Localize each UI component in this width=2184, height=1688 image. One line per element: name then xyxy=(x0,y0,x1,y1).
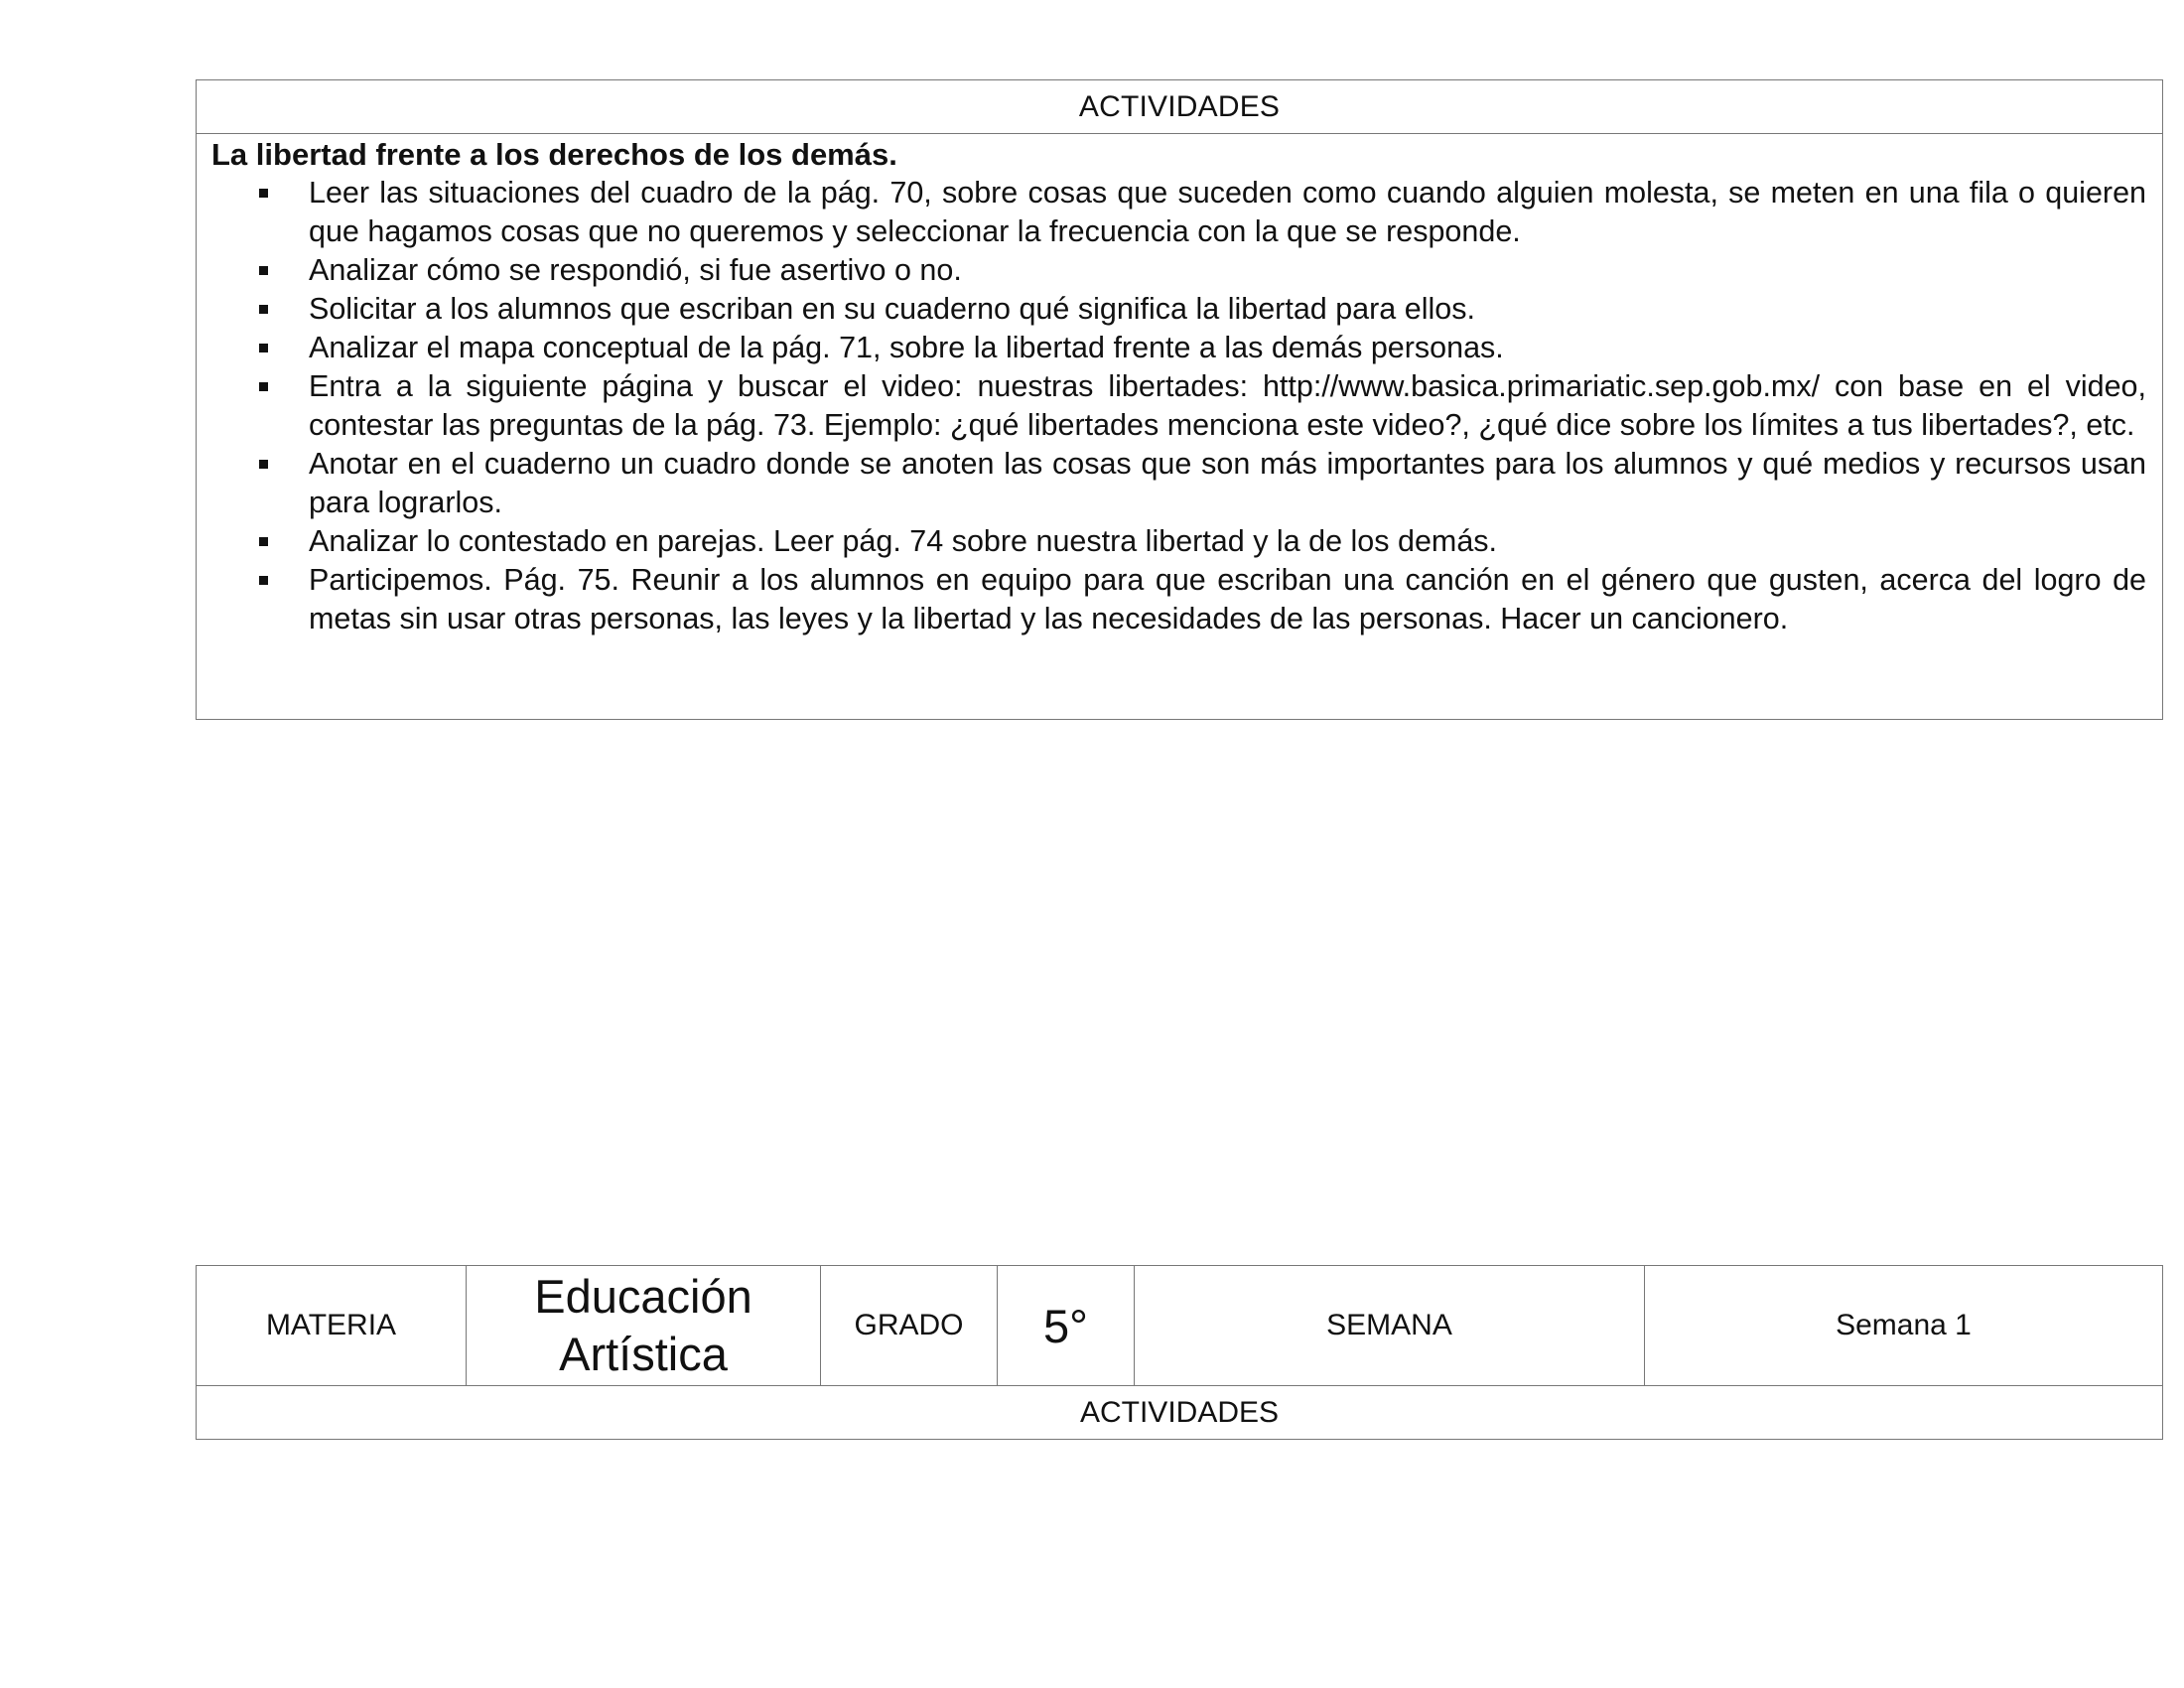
square-bullet-icon xyxy=(259,189,268,198)
materia-value-line2: Artística xyxy=(559,1328,728,1380)
semana-value: Semana 1 xyxy=(1836,1309,1972,1341)
activities-footer-header: ACTIVIDADES xyxy=(1079,1395,1280,1429)
square-bullet-icon xyxy=(259,576,268,585)
list-item: Analizar el mapa conceptual de la pág. 71, sobre la libertad frente a las demás personas. xyxy=(309,329,2146,367)
activities-body xyxy=(197,134,2162,638)
square-bullet-icon xyxy=(259,537,268,546)
square-bullet-icon xyxy=(259,266,268,275)
square-bullet-icon xyxy=(259,344,268,352)
square-bullet-icon xyxy=(259,305,268,314)
materia-value-line1: Educación xyxy=(534,1270,752,1323)
activities-list xyxy=(211,174,2146,638)
list-item: Participemos. Pág. 75. Reunir a los alumnos en equipo para que escriban una canción en el género que gusten, acerca del logro de metas sin usar otras personas, las leyes y la libertad y las necesidades de las personas. Hacer un cancionero. xyxy=(309,561,2146,638)
list-item: Entra a la siguiente página y buscar el video: nuestras libertades: http://www.basica.primariatic.sep.gob.mx/ con base en el video, contestar las preguntas de la pág. 73. Ejemplo: ¿qué libertades menciona este video?, ¿qué dice sobre los límites a tus libertades?, etc. xyxy=(309,367,2146,445)
list-item: Leer las situaciones del cuadro de la pág. 70, sobre cosas que suceden como cuando alguien molesta, se meten en una fila o quieren que hagamos cosas que no queremos y seleccionar la frecuencia con la que se responde. xyxy=(309,174,2146,251)
subject-info-table xyxy=(196,1265,2163,1440)
square-bullet-icon xyxy=(259,382,268,391)
list-item: Analizar lo contestado en parejas. Leer pág. 74 sobre nuestra libertad y la de los demás. xyxy=(309,522,2146,561)
grado-label: GRADO xyxy=(821,1266,998,1385)
materia-label: MATERIA xyxy=(197,1266,467,1385)
list-item: Anotar en el cuaderno un cuadro donde se anoten las cosas que son más importantes para los alumnos y qué medios y recursos usan para lograrlos. xyxy=(309,445,2146,522)
activities-header: ACTIVIDADES xyxy=(197,80,2162,134)
semana-label: SEMANA xyxy=(1135,1266,1645,1385)
materia-value xyxy=(467,1266,821,1385)
grado-value: 5° xyxy=(998,1266,1135,1385)
section-title: La libertad frente a los derechos de los demás. xyxy=(211,137,897,172)
square-bullet-icon xyxy=(259,460,268,469)
activities-table xyxy=(196,79,2163,720)
list-item: Analizar cómo se respondió, si fue asertivo o no. xyxy=(309,251,2146,290)
subject-info-row xyxy=(197,1266,2162,1386)
list-item: Solicitar a los alumnos que escriban en su cuaderno qué significa la libertad para ellos. xyxy=(309,290,2146,329)
